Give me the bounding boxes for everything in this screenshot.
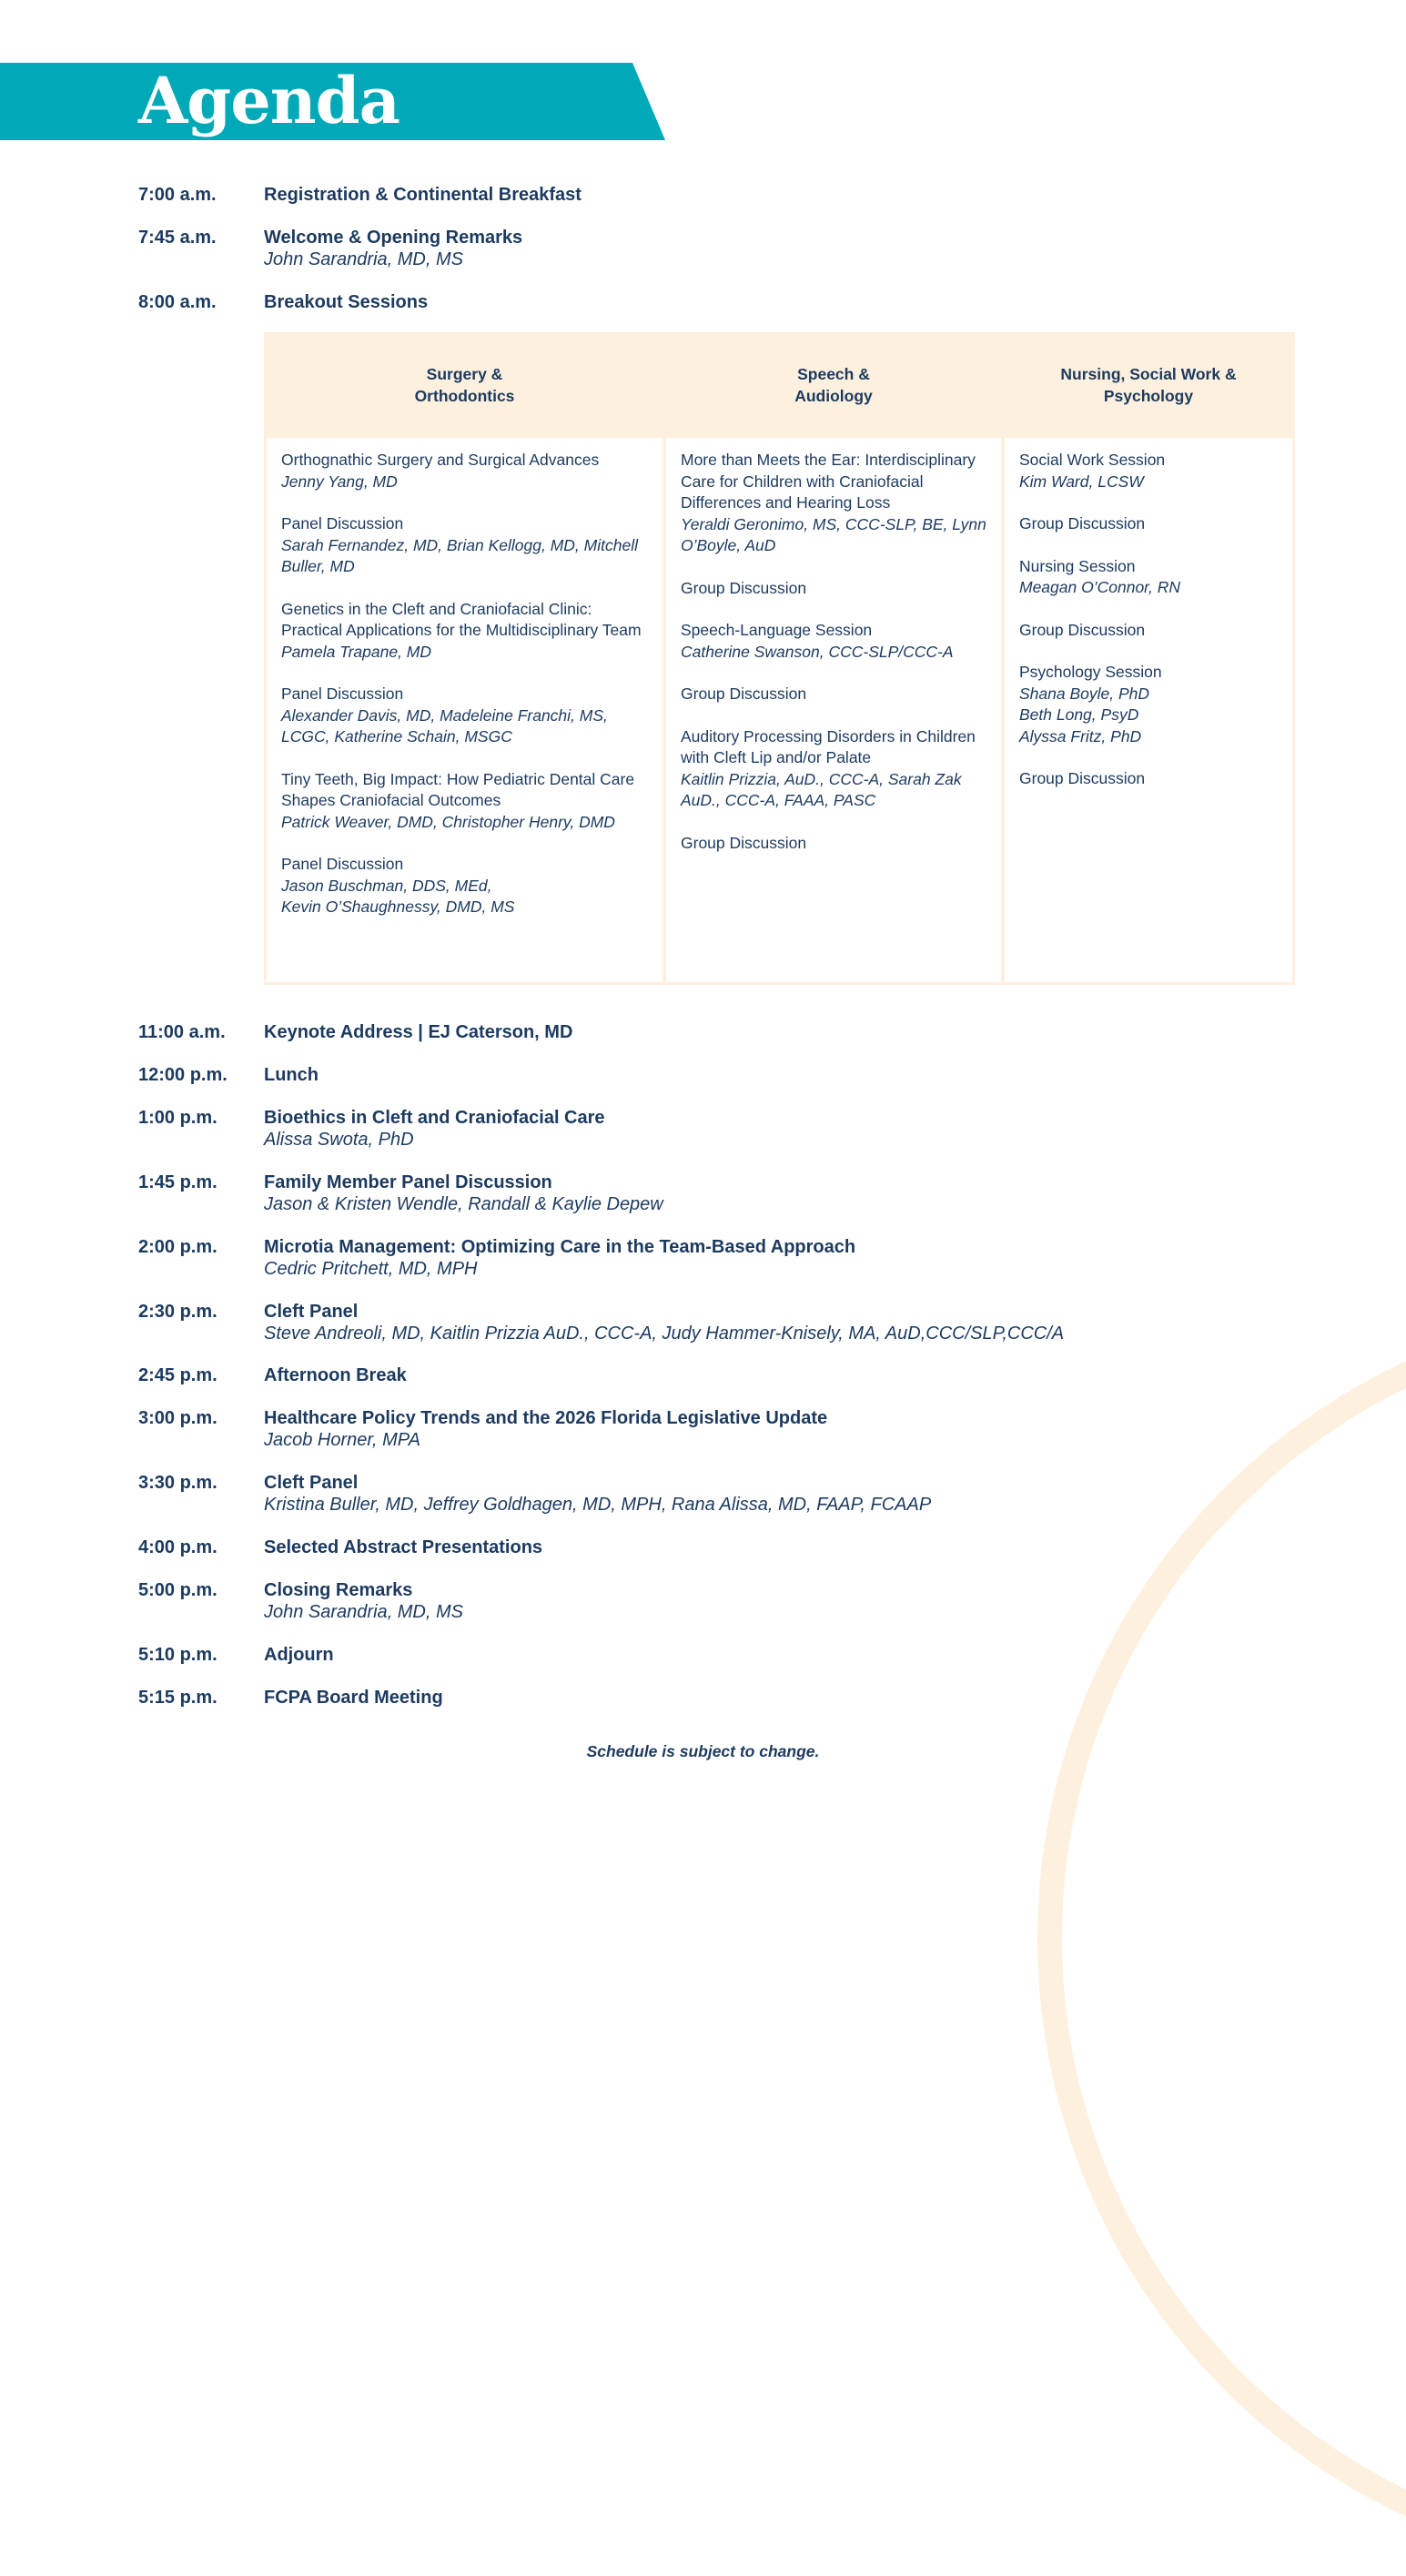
session-item (1019, 620, 1278, 642)
session-speaker: Sarah Fernandez, MD, Brian Kellogg, MD, Mitchell Buller, MD (281, 535, 638, 575)
session-item (681, 684, 986, 705)
session-item (681, 833, 986, 855)
agenda-time: 2:00 p.m. (138, 1237, 217, 1257)
session-item (281, 769, 648, 834)
session-title: Group Discussion (681, 578, 807, 597)
session-title: Tiny Teeth, Big Impact: How Pediatric Dental Care Shapes Craniofacial Outcomes (281, 769, 635, 809)
agenda-row (138, 1579, 463, 1623)
agenda-time: 1:00 p.m. (138, 1108, 217, 1128)
session-title: Group Discussion (1019, 514, 1146, 532)
breakout-table (264, 332, 1295, 985)
agenda-title: Keynote Address | EJ Caterson, MD (264, 1022, 573, 1042)
session-item (1019, 768, 1278, 790)
agenda-title: Adjourn (264, 1645, 334, 1665)
agenda-row (138, 1407, 827, 1451)
session-item (281, 854, 648, 918)
agenda-speaker: Jason & Kristen Wendle, Randall & Kaylie Depew (264, 1194, 663, 1214)
session-title: Genetics in the Cleft and Craniofacial Clinic: Practical Applications for the Multidisciplinary Team (281, 599, 642, 639)
agenda-speaker: John Sarandria, MD, MS (264, 249, 463, 269)
agenda-row (138, 291, 428, 313)
session-speaker: Kim Ward, LCSW (1019, 472, 1144, 491)
agenda-row (138, 1472, 931, 1516)
agenda-title: Closing Remarks (264, 1580, 413, 1600)
session-title: Panel Discussion (281, 855, 404, 873)
agenda-row (138, 1301, 1064, 1344)
session-title: Social Work Session (1019, 451, 1166, 469)
column-heading: Nursing, Social Work & Psychology (1005, 335, 1292, 435)
agenda-speaker: Alissa Swota, PhD (264, 1130, 414, 1150)
agenda-time: 11:00 a.m. (138, 1022, 226, 1042)
agenda-row (138, 1171, 663, 1215)
session-title: Nursing Session (1019, 556, 1136, 575)
session-title: Group Discussion (681, 833, 807, 852)
agenda-title: Selected Abstract Presentations (264, 1537, 543, 1557)
session-speaker: Meagan O’Connor, RN (1019, 578, 1181, 596)
session-item (281, 513, 648, 578)
agenda-time: 8:00 a.m. (138, 292, 217, 312)
agenda-title: Registration & Continental Breakfast (264, 185, 582, 205)
agenda-time: 7:00 a.m. (138, 185, 217, 205)
session-speaker: Pamela Trapane, MD (281, 642, 432, 661)
page-title: Agenda (138, 63, 400, 138)
agenda-title: Afternoon Break (264, 1365, 407, 1385)
agenda-time: 5:15 p.m. (138, 1688, 217, 1708)
session-speaker: Kaitlin Prizzia, AuD., CCC-A, Sarah Zak AuD., CCC-A, FAAA, PASC (681, 769, 962, 809)
session-title: Speech-Language Session (681, 621, 873, 639)
session-title: Group Discussion (681, 685, 807, 703)
agenda-row (138, 1687, 443, 1709)
session-item (681, 450, 986, 557)
agenda-title: Cleft Panel (264, 1302, 359, 1322)
agenda-time: 5:00 p.m. (138, 1580, 217, 1600)
agenda-time: 2:30 p.m. (138, 1302, 217, 1322)
session-title: Group Discussion (1019, 620, 1146, 639)
session-item (1019, 513, 1278, 535)
agenda-title: Breakout Sessions (264, 292, 429, 312)
session-title: Panel Discussion (281, 685, 404, 703)
agenda-speaker: Jacob Horner, MPA (264, 1430, 420, 1450)
session-title: More than Meets the Ear: Interdisciplinary Care for Children with Craniofacial Differences and Hearing Loss (681, 451, 976, 512)
agenda-time: 4:00 p.m. (138, 1537, 217, 1557)
agenda-title: Welcome & Opening Remarks (264, 228, 523, 248)
agenda-time: 2:45 p.m. (138, 1365, 217, 1385)
agenda-row (138, 184, 582, 206)
session-item (1019, 662, 1278, 747)
agenda-title: Bioethics in Cleft and Craniofacial Care (264, 1108, 605, 1128)
session-item (1019, 556, 1278, 599)
session-title: Psychology Session (1019, 663, 1162, 681)
agenda-row (138, 1021, 572, 1043)
session-speaker: Jenny Yang, MD (281, 472, 398, 491)
session-speaker: Alexander Davis, MD, Madeleine Franchi, MS, LCGC, Katherine Schain, MSGC (281, 705, 608, 745)
agenda-time: 1:45 p.m. (138, 1172, 217, 1192)
agenda-time: 12:00 p.m. (138, 1065, 228, 1085)
session-item (281, 599, 648, 664)
agenda-time: 5:10 p.m. (138, 1645, 217, 1665)
agenda-row (138, 1364, 407, 1386)
schedule-note: Schedule is subject to change. (586, 1742, 820, 1760)
agenda-row (138, 1236, 855, 1280)
session-title: Panel Discussion (281, 514, 404, 532)
session-item (681, 578, 986, 600)
session-title: Orthognathic Surgery and Surgical Advances (281, 451, 600, 469)
agenda-speaker: Kristina Buller, MD, Jeffrey Goldhagen, MD, MPH, Rana Alissa, MD, FAAP, FCAAP (264, 1495, 932, 1515)
session-item (281, 450, 648, 492)
agenda-title: Microtia Management: Optimizing Care in the Team-Based Approach (264, 1237, 856, 1257)
session-item (1019, 450, 1278, 492)
session-title: Group Discussion (1019, 769, 1146, 787)
agenda-title: Cleft Panel (264, 1473, 359, 1493)
agenda-title: FCPA Board Meeting (264, 1688, 443, 1708)
breakout-column-surgery (267, 335, 663, 982)
agenda-row (138, 227, 522, 270)
agenda-time: 3:30 p.m. (138, 1473, 217, 1493)
agenda-speaker: Steve Andreoli, MD, Kaitlin Prizzia AuD., CCC-A, Judy Hammer-Knisely, MA, AuD,CCC/SLP,CCC/A (264, 1323, 1065, 1344)
breakout-column-speech (666, 335, 1001, 982)
agenda-row (138, 1064, 319, 1086)
breakout-column-nursing (1005, 335, 1292, 982)
agenda-title: Lunch (264, 1065, 319, 1085)
agenda-speaker: Cedric Pritchett, MD, MPH (264, 1259, 478, 1279)
column-body (666, 438, 1001, 982)
session-speaker: Catherine Swanson, CCC-SLP/CCC-A (681, 642, 954, 661)
session-item (681, 620, 986, 663)
session-speaker: Shana Boyle, PhD Beth Long, PsyD Alyssa Fritz, PhD (1019, 684, 1150, 745)
agenda-speaker: John Sarandria, MD, MS (264, 1602, 463, 1622)
agenda-title: Family Member Panel Discussion (264, 1172, 552, 1192)
agenda-row (138, 1536, 542, 1558)
column-heading: Speech & Audiology (666, 335, 1001, 435)
column-body (267, 438, 663, 982)
agenda-title: Healthcare Policy Trends and the 2026 Florida Legislative Update (264, 1408, 828, 1428)
session-speaker: Patrick Weaver, DMD, Christopher Henry, DMD (281, 812, 615, 831)
session-item (281, 684, 648, 748)
session-speaker: Jason Buschman, DDS, MEd, Kevin O’Shaughnessy, DMD, MS (281, 876, 515, 916)
column-heading: Surgery & Orthodontics (267, 335, 663, 435)
session-item (681, 726, 986, 812)
session-speaker: Yeraldi Geronimo, MS, CCC-SLP, BE, Lynn O’Boyle, AuD (681, 514, 986, 554)
decorative-arc (1037, 1302, 1406, 2576)
session-title: Auditory Processing Disorders in Children with Cleft Lip and/or Palate (681, 726, 976, 766)
column-body (1005, 438, 1292, 982)
agenda-time: 3:00 p.m. (138, 1408, 217, 1428)
agenda-row (138, 1107, 605, 1151)
agenda-row (138, 1644, 334, 1666)
agenda-time: 7:45 a.m. (138, 228, 217, 248)
